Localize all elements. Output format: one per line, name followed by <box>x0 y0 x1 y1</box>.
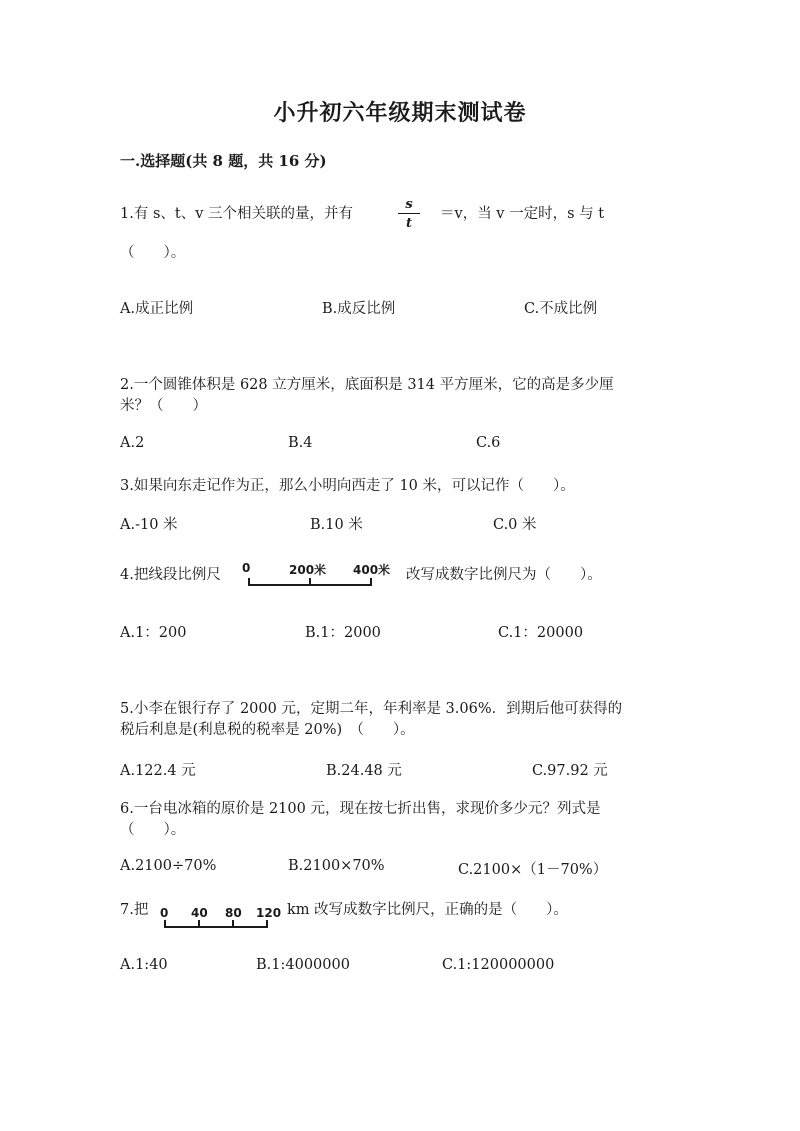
fraction-s-over-t <box>398 198 420 230</box>
question-1-option-c[interactable]: C.不成比例 <box>524 301 598 317</box>
question-7-option-a[interactable]: A.1:40 <box>120 957 168 973</box>
scale-1-label-200: 200米 <box>289 563 327 577</box>
question-2-stem-line-2: 米？（ ） <box>120 398 207 414</box>
question-6-stem-line-2: （ ）。 <box>120 822 186 838</box>
fraction-denominator: t <box>405 216 412 231</box>
question-7-option-b[interactable]: B.1:4000000 <box>256 957 350 973</box>
fraction-bar <box>398 213 420 214</box>
question-2-option-c[interactable]: C.6 <box>476 435 501 451</box>
scale-2-label-120: 120 <box>256 906 282 920</box>
fraction-numerator: s <box>405 197 413 212</box>
question-5-option-a[interactable]: A.122.4 元 <box>120 763 196 779</box>
question-6-option-b[interactable]: B.2100×70% <box>288 858 385 874</box>
question-6-option-c[interactable]: C.2100×（1－70%） <box>458 862 608 878</box>
question-7-option-c[interactable]: C.1:120000000 <box>442 957 555 973</box>
question-1-stem-start: 1.有 s、t、v 三个相关联的量，并有 <box>120 206 354 222</box>
question-1-stem-end: ＝v，当 v 一定时，s 与 t <box>440 206 605 222</box>
scale-2-baseline <box>164 926 268 928</box>
question-4-option-b[interactable]: B.1：2000 <box>305 625 381 641</box>
question-3-stem: 3.如果向东走记作为正，那么小明向西走了 10 米，可以记作（ ）。 <box>120 478 575 494</box>
question-2-option-a[interactable]: A.2 <box>120 435 145 451</box>
question-5-stem-line-1: 5.小李在银行存了 2000 元，定期二年，年利率是 3.06%．到期后他可获得的 <box>120 701 623 717</box>
scale-1-tick <box>370 578 372 586</box>
section-heading: 一.选择题(共 8 题，共 16 分) <box>120 152 327 170</box>
scale-2-tick <box>266 920 268 928</box>
question-1-option-a[interactable]: A.成正比例 <box>120 301 194 317</box>
question-7-stem-start: 7.把 <box>120 902 149 918</box>
question-4-option-a[interactable]: A.1：200 <box>120 625 187 641</box>
question-5-option-b[interactable]: B.24.48 元 <box>326 763 402 779</box>
question-4-option-c[interactable]: C.1：20000 <box>498 625 584 641</box>
scale-2-label-0: 0 <box>160 906 169 920</box>
question-5-option-c[interactable]: C.97.92 元 <box>532 763 608 779</box>
scale-1-tick <box>309 578 311 586</box>
scale-2-tick <box>198 920 200 928</box>
question-4-stem-end: 改写成数字比例尺为（ ）。 <box>406 567 602 583</box>
scale-2-tick <box>164 920 166 928</box>
question-2-option-b[interactable]: B.4 <box>288 435 313 451</box>
question-4-stem-start: 4.把线段比例尺 <box>120 567 221 583</box>
scale-2-label-80: 80 <box>225 906 242 920</box>
question-3-option-a[interactable]: A.-10 米 <box>120 517 178 533</box>
question-6-stem-line-1: 6.一台电冰箱的原价是 2100 元，现在按七折出售，求现价多少元？列式是 <box>120 801 601 817</box>
scale-1-tick <box>248 578 250 586</box>
scale-1-label-400: 400米 <box>353 563 391 577</box>
question-7-stem-end: km 改写成数字比例尺，正确的是（ ）。 <box>287 902 568 918</box>
page-title: 小升初六年级期末测试卷 <box>273 100 527 126</box>
question-1-option-b[interactable]: B.成反比例 <box>322 301 396 317</box>
scale-1-label-0: 0 <box>242 561 251 575</box>
scale-2-label-40: 40 <box>191 906 208 920</box>
question-3-option-c[interactable]: C.0 米 <box>493 517 537 533</box>
question-2-stem-line-1: 2.一个圆锥体积是 628 立方厘米，底面积是 314 平方厘米，它的高是多少厘 <box>120 377 614 393</box>
scale-2-tick <box>232 920 234 928</box>
question-6-option-a[interactable]: A.2100÷70% <box>120 858 217 874</box>
question-5-stem-line-2: 税后利息是(利息税的税率是 20%) （ ）。 <box>120 722 415 738</box>
question-3-option-b[interactable]: B.10 米 <box>310 517 363 533</box>
question-1-answer-blank: （ ）。 <box>120 245 186 261</box>
